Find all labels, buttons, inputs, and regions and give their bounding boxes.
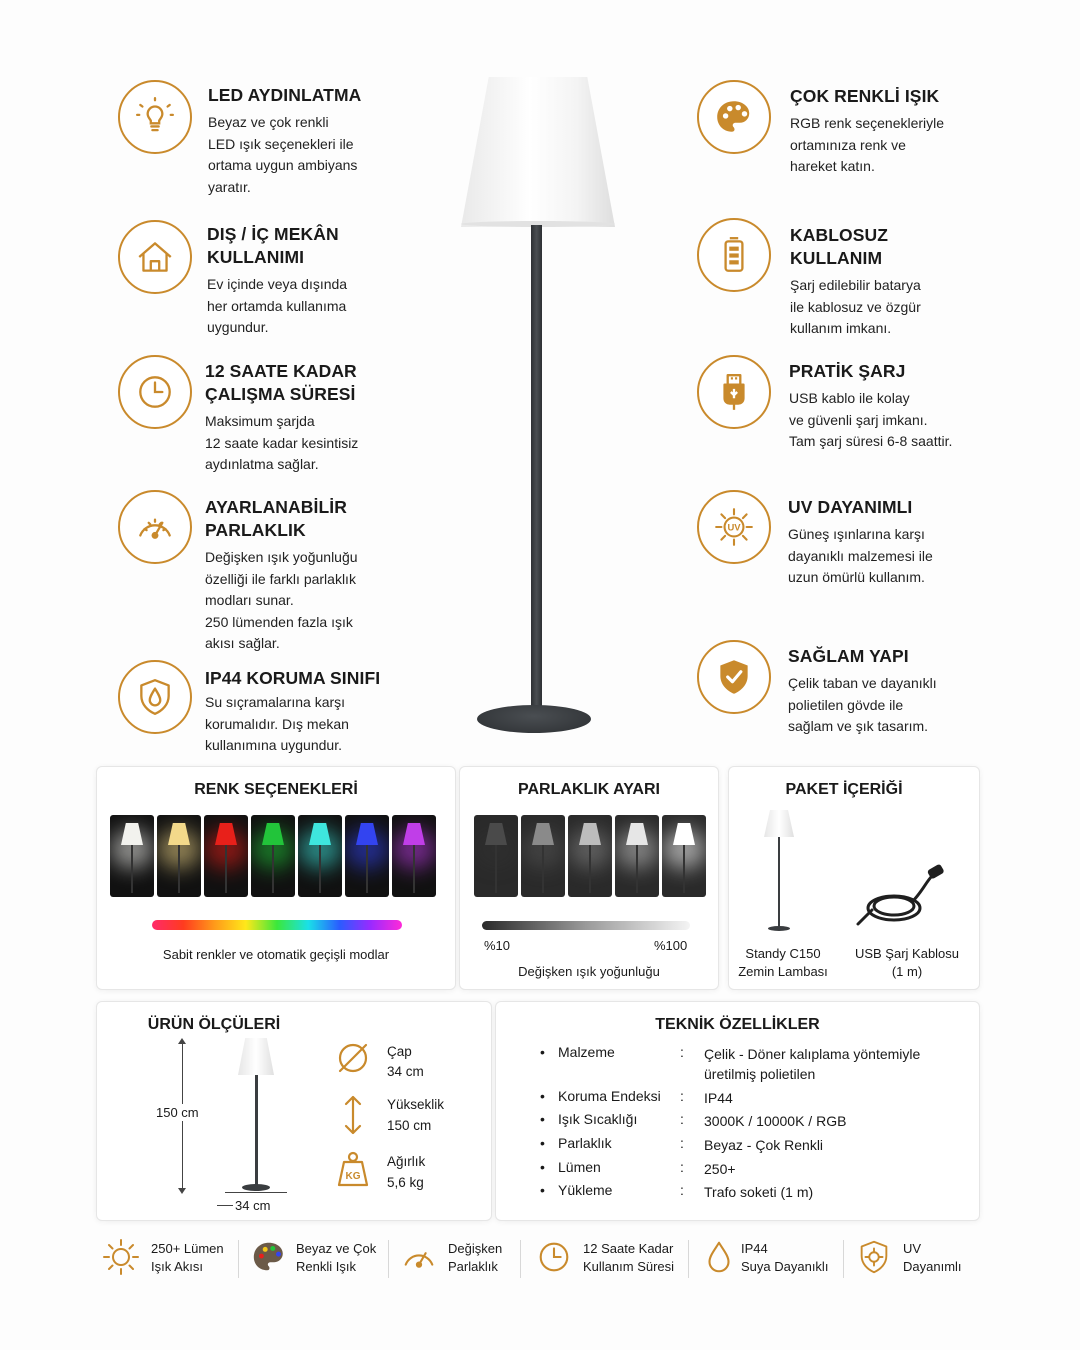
gauge-icon [118, 490, 192, 564]
feature-desc: Değişken ışık yoğunluğu özelliği ile farklı parlaklık modları sunar. 250 lümenden fazla ışık akısı sağlar. [205, 549, 358, 651]
diameter-name: Çap [387, 1044, 412, 1059]
feature-desc: RGB renk seçenekleriyle ortamınıza renk ve hareket katın. [790, 115, 945, 174]
height-arrow-icon [335, 1094, 371, 1136]
battery-icon [697, 218, 771, 292]
package-item-lamp: Standy C150 Zemin Lambası [738, 946, 828, 979]
panel-title: TEKNİK ÖZELLİKLER [655, 1016, 820, 1033]
feature-title: 12 SAATE KADAR ÇALIŞMA SÜRESİ [205, 361, 357, 404]
bottom-item-label: IP44 Suya Dayanıklı [741, 1241, 829, 1274]
spec-colon: : [680, 1044, 684, 1060]
spec-value: 250+ [704, 1161, 736, 1177]
height-value: 150 cm [387, 1118, 432, 1133]
feature-title: SAĞLAM YAPI [788, 646, 909, 666]
divider [843, 1240, 844, 1278]
weight-name: Ağırlık [387, 1154, 426, 1169]
brightness-swatch [521, 815, 565, 897]
height-name: Yükseklik [387, 1097, 445, 1112]
brightness-panel [459, 766, 719, 990]
feature-title: UV DAYANIMLI [788, 497, 913, 517]
feature-title: AYARLANABİLİR PARLAKLIK [205, 497, 347, 540]
gauge-icon [400, 1238, 438, 1276]
gray-gradient-bar [482, 921, 690, 930]
clock-icon [118, 355, 192, 429]
spec-colon: : [680, 1111, 684, 1127]
color-options-panel [96, 766, 456, 990]
bottom-item-color [250, 1236, 380, 1280]
bottom-item-uv [855, 1236, 970, 1280]
spec-key: Yükleme [558, 1182, 613, 1198]
bottom-item-runtime [535, 1236, 685, 1280]
diameter-icon [335, 1040, 371, 1076]
spec-bullet: • [540, 1088, 545, 1104]
spec-value: Trafo soketi (1 m) [704, 1184, 814, 1200]
color-swatch [298, 815, 342, 897]
spec-bullet: • [540, 1111, 545, 1127]
uv-sun-icon [697, 490, 771, 564]
bottom-item-label: UV Dayanımlı [903, 1241, 962, 1274]
feature-title: LED AYDINLATMA [208, 85, 362, 105]
weight-icon [335, 1150, 371, 1188]
dimensions-panel [96, 1001, 492, 1221]
house-icon [118, 220, 192, 294]
divider [688, 1240, 689, 1278]
spec-value: IP44 [704, 1090, 733, 1106]
brightness-swatch [662, 815, 706, 897]
feature-title: DIŞ / İÇ MEKÂN KULLANIMI [207, 224, 339, 267]
color-swatch [392, 815, 436, 897]
diameter-value: 34 cm [387, 1064, 424, 1079]
feature-desc: Ev içinde veya dışında her ortamda kullanıma uygundur. [207, 276, 348, 335]
spec-value: Çelik - Döner kalıplama yöntemiyle üretilmiş polietilen [704, 1046, 921, 1082]
color-swatch [110, 815, 154, 897]
bottom-item-brightness [400, 1236, 510, 1280]
brightness-swatch [615, 815, 659, 897]
shield-check-icon [697, 640, 771, 714]
feature-desc: Şarj edilebilir batarya ile kablosuz ve özgür kullanım imkanı. [790, 277, 921, 336]
svg-text:UV: UV [727, 522, 741, 534]
spec-bullet: • [540, 1135, 545, 1151]
package-panel [728, 766, 980, 990]
spec-colon: : [680, 1088, 684, 1104]
weight-value: 5,6 kg [387, 1175, 424, 1190]
feature-title: KABLOSUZ KULLANIM [790, 225, 889, 268]
feature-desc: Güneş ışınlarına karşı dayanıklı malzemesi ile uzun ömürlü kullanım. [788, 526, 933, 585]
feature-desc: Çelik taban ve dayanıklı polietilen gövde ile sağlam ve şık tasarım. [788, 675, 937, 734]
feature-title: IP44 KORUMA SINIFI [205, 668, 381, 688]
uv-shield-icon [855, 1238, 893, 1276]
lightbulb-icon [118, 80, 192, 154]
lamp-shade [461, 77, 615, 227]
feature-title: ÇOK RENKLİ IŞIK [790, 86, 940, 106]
package-item-cable: USB Şarj Kablosu (1 m) [854, 946, 960, 979]
panel-title: ÜRÜN ÖLÇÜLERİ [147, 1016, 281, 1033]
spec-bullet: • [540, 1159, 545, 1175]
feature-desc: Su sıçramalarına karşı korumalıdır. Dış mekan kullanımına uygundur. [205, 694, 349, 753]
panel-title: RENK SEÇENEKLERİ [194, 781, 358, 798]
spec-colon: : [680, 1159, 684, 1175]
width-label: 34 cm [217, 1198, 271, 1213]
panel-caption: Sabit renkler ve otomatik geçişli modlar [162, 947, 390, 962]
palette-icon [697, 80, 771, 154]
sun-icon [102, 1238, 140, 1276]
feature-desc: Beyaz ve çok renkli LED ışık seçenekleri ile ortama uygun ambiyans yaratır. [208, 114, 358, 195]
spec-key: Koruma Endeksi [558, 1088, 661, 1104]
dimension-lamp-image [236, 1038, 276, 1194]
brightness-swatch [474, 815, 518, 897]
spec-key: Malzeme [558, 1044, 615, 1060]
brightness-max-label: %100 [654, 938, 688, 953]
feature-desc: Maksimum şarjda 12 saate kadar kesintisiz aydınlatma sağlar. [205, 413, 359, 472]
spec-key: Parlaklık [558, 1135, 612, 1151]
spec-bullet: • [540, 1182, 545, 1198]
floor-lamp-image [455, 75, 625, 740]
water-drop-shield-icon [118, 660, 192, 734]
panel-title: PARLAKLIK AYARI [518, 781, 660, 798]
divider [238, 1240, 239, 1278]
spec-value: Beyaz - Çok Renkli [704, 1137, 824, 1153]
brightness-min-label: %10 [484, 938, 511, 953]
height-label: 150 cm [156, 1105, 199, 1120]
spec-key: Lümen [558, 1159, 601, 1175]
usb-cable-image [854, 862, 949, 932]
divider [520, 1240, 521, 1278]
color-swatch [204, 815, 248, 897]
color-swatch [345, 815, 389, 897]
spec-colon: : [680, 1135, 684, 1151]
panel-caption: Değişken ışık yoğunluğu [518, 964, 660, 979]
bottom-item-label: Değişken Parlaklık [448, 1241, 503, 1274]
divider [388, 1240, 389, 1278]
svg-text:KG: KG [345, 1171, 361, 1182]
spec-colon: : [680, 1182, 684, 1198]
package-lamp-image [764, 810, 794, 932]
feature-title: PRATİK ŞARJ [789, 361, 906, 381]
technical-specs-panel [495, 1001, 980, 1221]
bottom-item-label: 250+ Lümen Işık Akısı [151, 1241, 224, 1274]
bottom-item-ip44 [700, 1236, 840, 1280]
lamp-base [477, 705, 591, 733]
panel-title: PAKET İÇERİĞİ [785, 781, 903, 798]
clock-icon [535, 1238, 573, 1276]
feature-desc: USB kablo ile kolay ve güvenli şarj imkanı. Tam şarj süresi 6-8 saattir. [789, 390, 953, 449]
width-dimension-line [225, 1192, 287, 1193]
rainbow-gradient-bar [152, 920, 402, 930]
bottom-item-lumen [102, 1236, 232, 1280]
color-swatch [157, 815, 201, 897]
brightness-swatch [568, 815, 612, 897]
spec-key: Işık Sıcaklığı [558, 1111, 638, 1127]
spec-bullet: • [540, 1044, 545, 1060]
spec-value: 3000K / 10000K / RGB [704, 1113, 847, 1129]
water-drop-icon [700, 1238, 738, 1276]
palette-icon [250, 1238, 288, 1276]
bottom-item-label: Beyaz ve Çok Renkli Işık [296, 1241, 377, 1274]
lamp-pole [531, 225, 542, 713]
bottom-item-label: 12 Saate Kadar Kullanım Süresi [583, 1241, 675, 1274]
color-swatch [251, 815, 295, 897]
usb-plug-icon [697, 355, 771, 429]
